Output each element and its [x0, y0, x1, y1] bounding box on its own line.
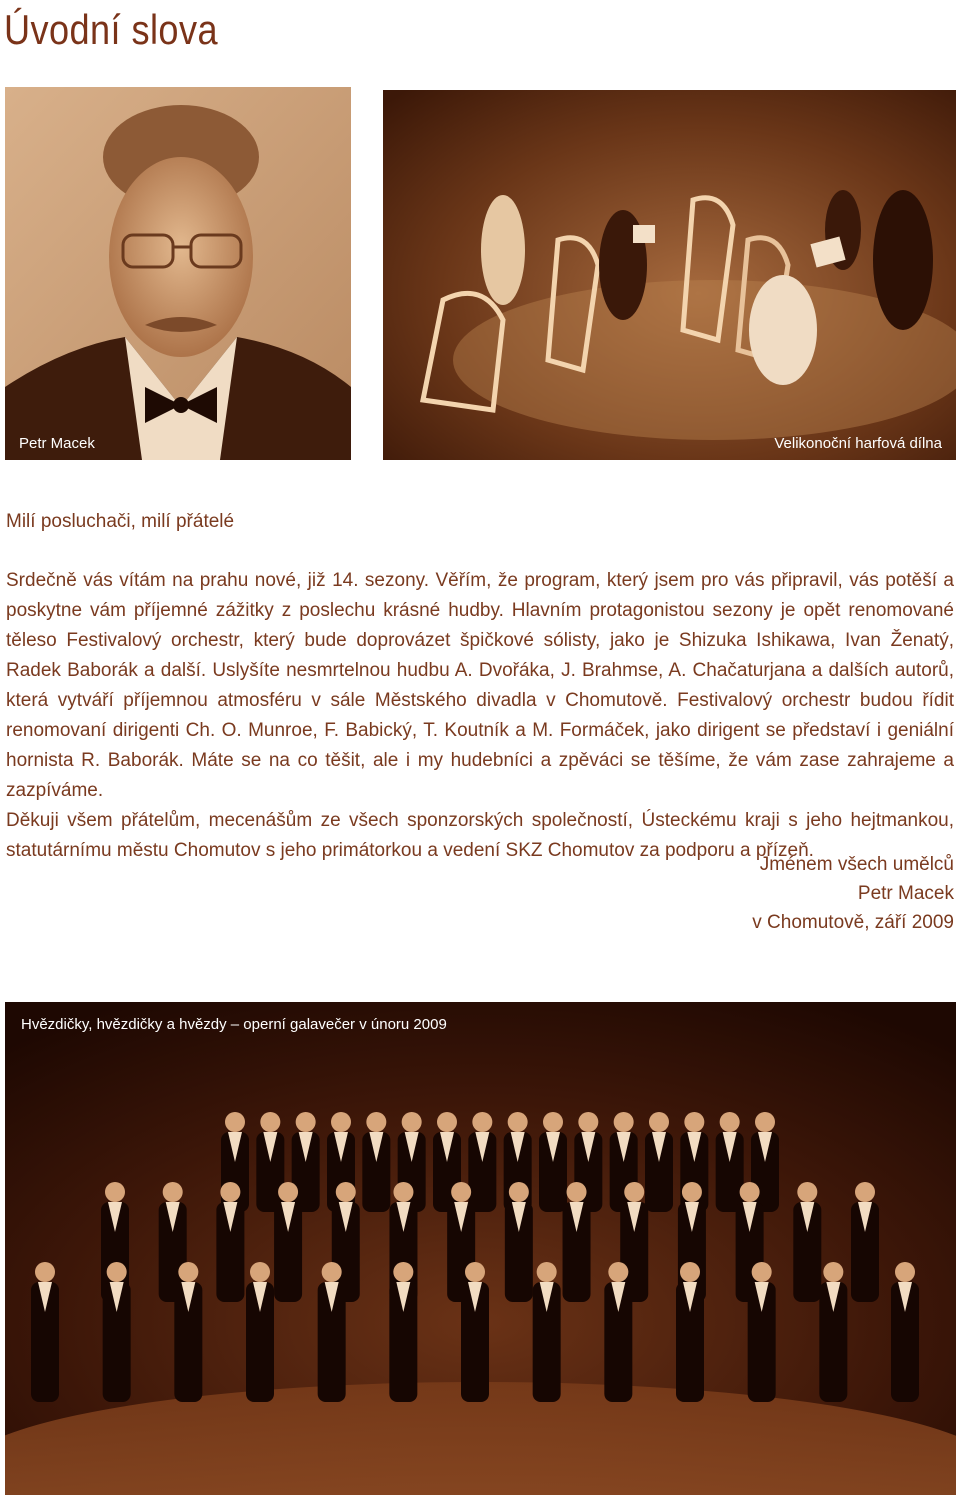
- musician-head: [393, 1262, 413, 1282]
- musician-head: [509, 1182, 529, 1202]
- harp-caption: Velikonoční harfová dílna: [774, 435, 942, 452]
- musician-head: [608, 1262, 628, 1282]
- letter-greeting: Milí posluchači, milí přátelé: [6, 511, 235, 532]
- musician-head: [250, 1262, 270, 1282]
- musician-head: [336, 1182, 356, 1202]
- musician-head: [322, 1262, 342, 1282]
- musician-head: [682, 1182, 702, 1202]
- orchestra-caption: Hvězdičky, hvězdičky a hvězdy – operní galavečer v únoru 2009: [21, 1016, 447, 1033]
- orchestra-photo: [5, 1002, 956, 1495]
- musician-head: [465, 1262, 485, 1282]
- signature-place-date: v Chomutově, září 2009: [752, 912, 954, 933]
- musician-head: [614, 1112, 634, 1132]
- musician-head: [260, 1112, 280, 1132]
- letter-paragraph: Srdečně vás vítám na prahu nové, již 14. sezony. Věřím, že program, který jsem pro vás připravil, vás potěší a poskytne vám příjemné zážitky z poslechu krásné hudby. Hlavním protagonistou sezony je opět renomované těleso Festivalový orchestr, který bude doprovázet špičkové sólisty, jako je Shizuka Ishikawa, Ivan Ženatý, Radek Baborák a další. Uslyšíte nesmrtelnou hudbu A. Dvořáka, J. Brahmse, A. Chačaturjana a dalších autorů, která vytváří příjemnou atmosféru v sále Městského divadla v Chomutově. Festivalový orchestr budou řídit renomovaní dirigenti Ch. O. Munroe, F. Babický, T. Koutník a M. Formáček, jako dirigent se představí i geniální hornista R. Baborák. Máte se na co těšit, ale i my hudebníci a zpěváci se těšíme, že vám zase zahrajeme a zazpíváme.: [6, 570, 954, 801]
- musician-head: [225, 1112, 245, 1132]
- musician-head: [578, 1112, 598, 1132]
- musician-head: [649, 1112, 669, 1132]
- musician-head: [296, 1112, 316, 1132]
- musician-head: [680, 1262, 700, 1282]
- musician-head: [567, 1182, 587, 1202]
- musician-head: [740, 1182, 760, 1202]
- musician-head: [331, 1112, 351, 1132]
- musician-head: [508, 1112, 528, 1132]
- signature-name: Petr Macek: [857, 883, 954, 904]
- letter-signature: [752, 850, 954, 937]
- portrait-photo: [5, 87, 351, 460]
- musician-head: [752, 1262, 772, 1282]
- musician-head: [35, 1262, 55, 1282]
- harp-workshop-photo: [383, 90, 956, 460]
- musician-head: [178, 1262, 198, 1282]
- musician-head: [684, 1112, 704, 1132]
- signature-line: Jménem všech umělců: [759, 854, 954, 875]
- musician-head: [537, 1262, 557, 1282]
- musician-head: [797, 1182, 817, 1202]
- musician-head: [855, 1182, 875, 1202]
- musician-head: [543, 1112, 563, 1132]
- musician-head: [105, 1182, 125, 1202]
- musician-head: [720, 1112, 740, 1132]
- musician-head: [220, 1182, 240, 1202]
- musician-head: [451, 1182, 471, 1202]
- musician-head: [895, 1262, 915, 1282]
- harp-workshop-image: [383, 90, 956, 460]
- orchestra-image: [5, 1002, 956, 1495]
- musician-head: [472, 1112, 492, 1132]
- musician-head: [278, 1182, 298, 1202]
- letter-body: [6, 566, 954, 866]
- musician-head: [163, 1182, 183, 1202]
- page-title: Úvodní slova: [4, 6, 218, 53]
- musician-head: [437, 1112, 457, 1132]
- letter-paragraph: Děkuji všem přátelům, mecenášům ze všech sponzorských společností, Ústeckému kraji s jeho hejtmankou, statutárnímu městu Chomutov s jeho primátorkou a vedení SKZ Chomutov za podporu a přízeň.: [6, 810, 954, 861]
- musician-head: [393, 1182, 413, 1202]
- musician-head: [402, 1112, 422, 1132]
- musician-head: [823, 1262, 843, 1282]
- musician-head: [107, 1262, 127, 1282]
- musician-head: [624, 1182, 644, 1202]
- musician-head: [755, 1112, 775, 1132]
- musician-head: [366, 1112, 386, 1132]
- portrait-caption: Petr Macek: [19, 435, 95, 452]
- portrait-image: [5, 87, 351, 460]
